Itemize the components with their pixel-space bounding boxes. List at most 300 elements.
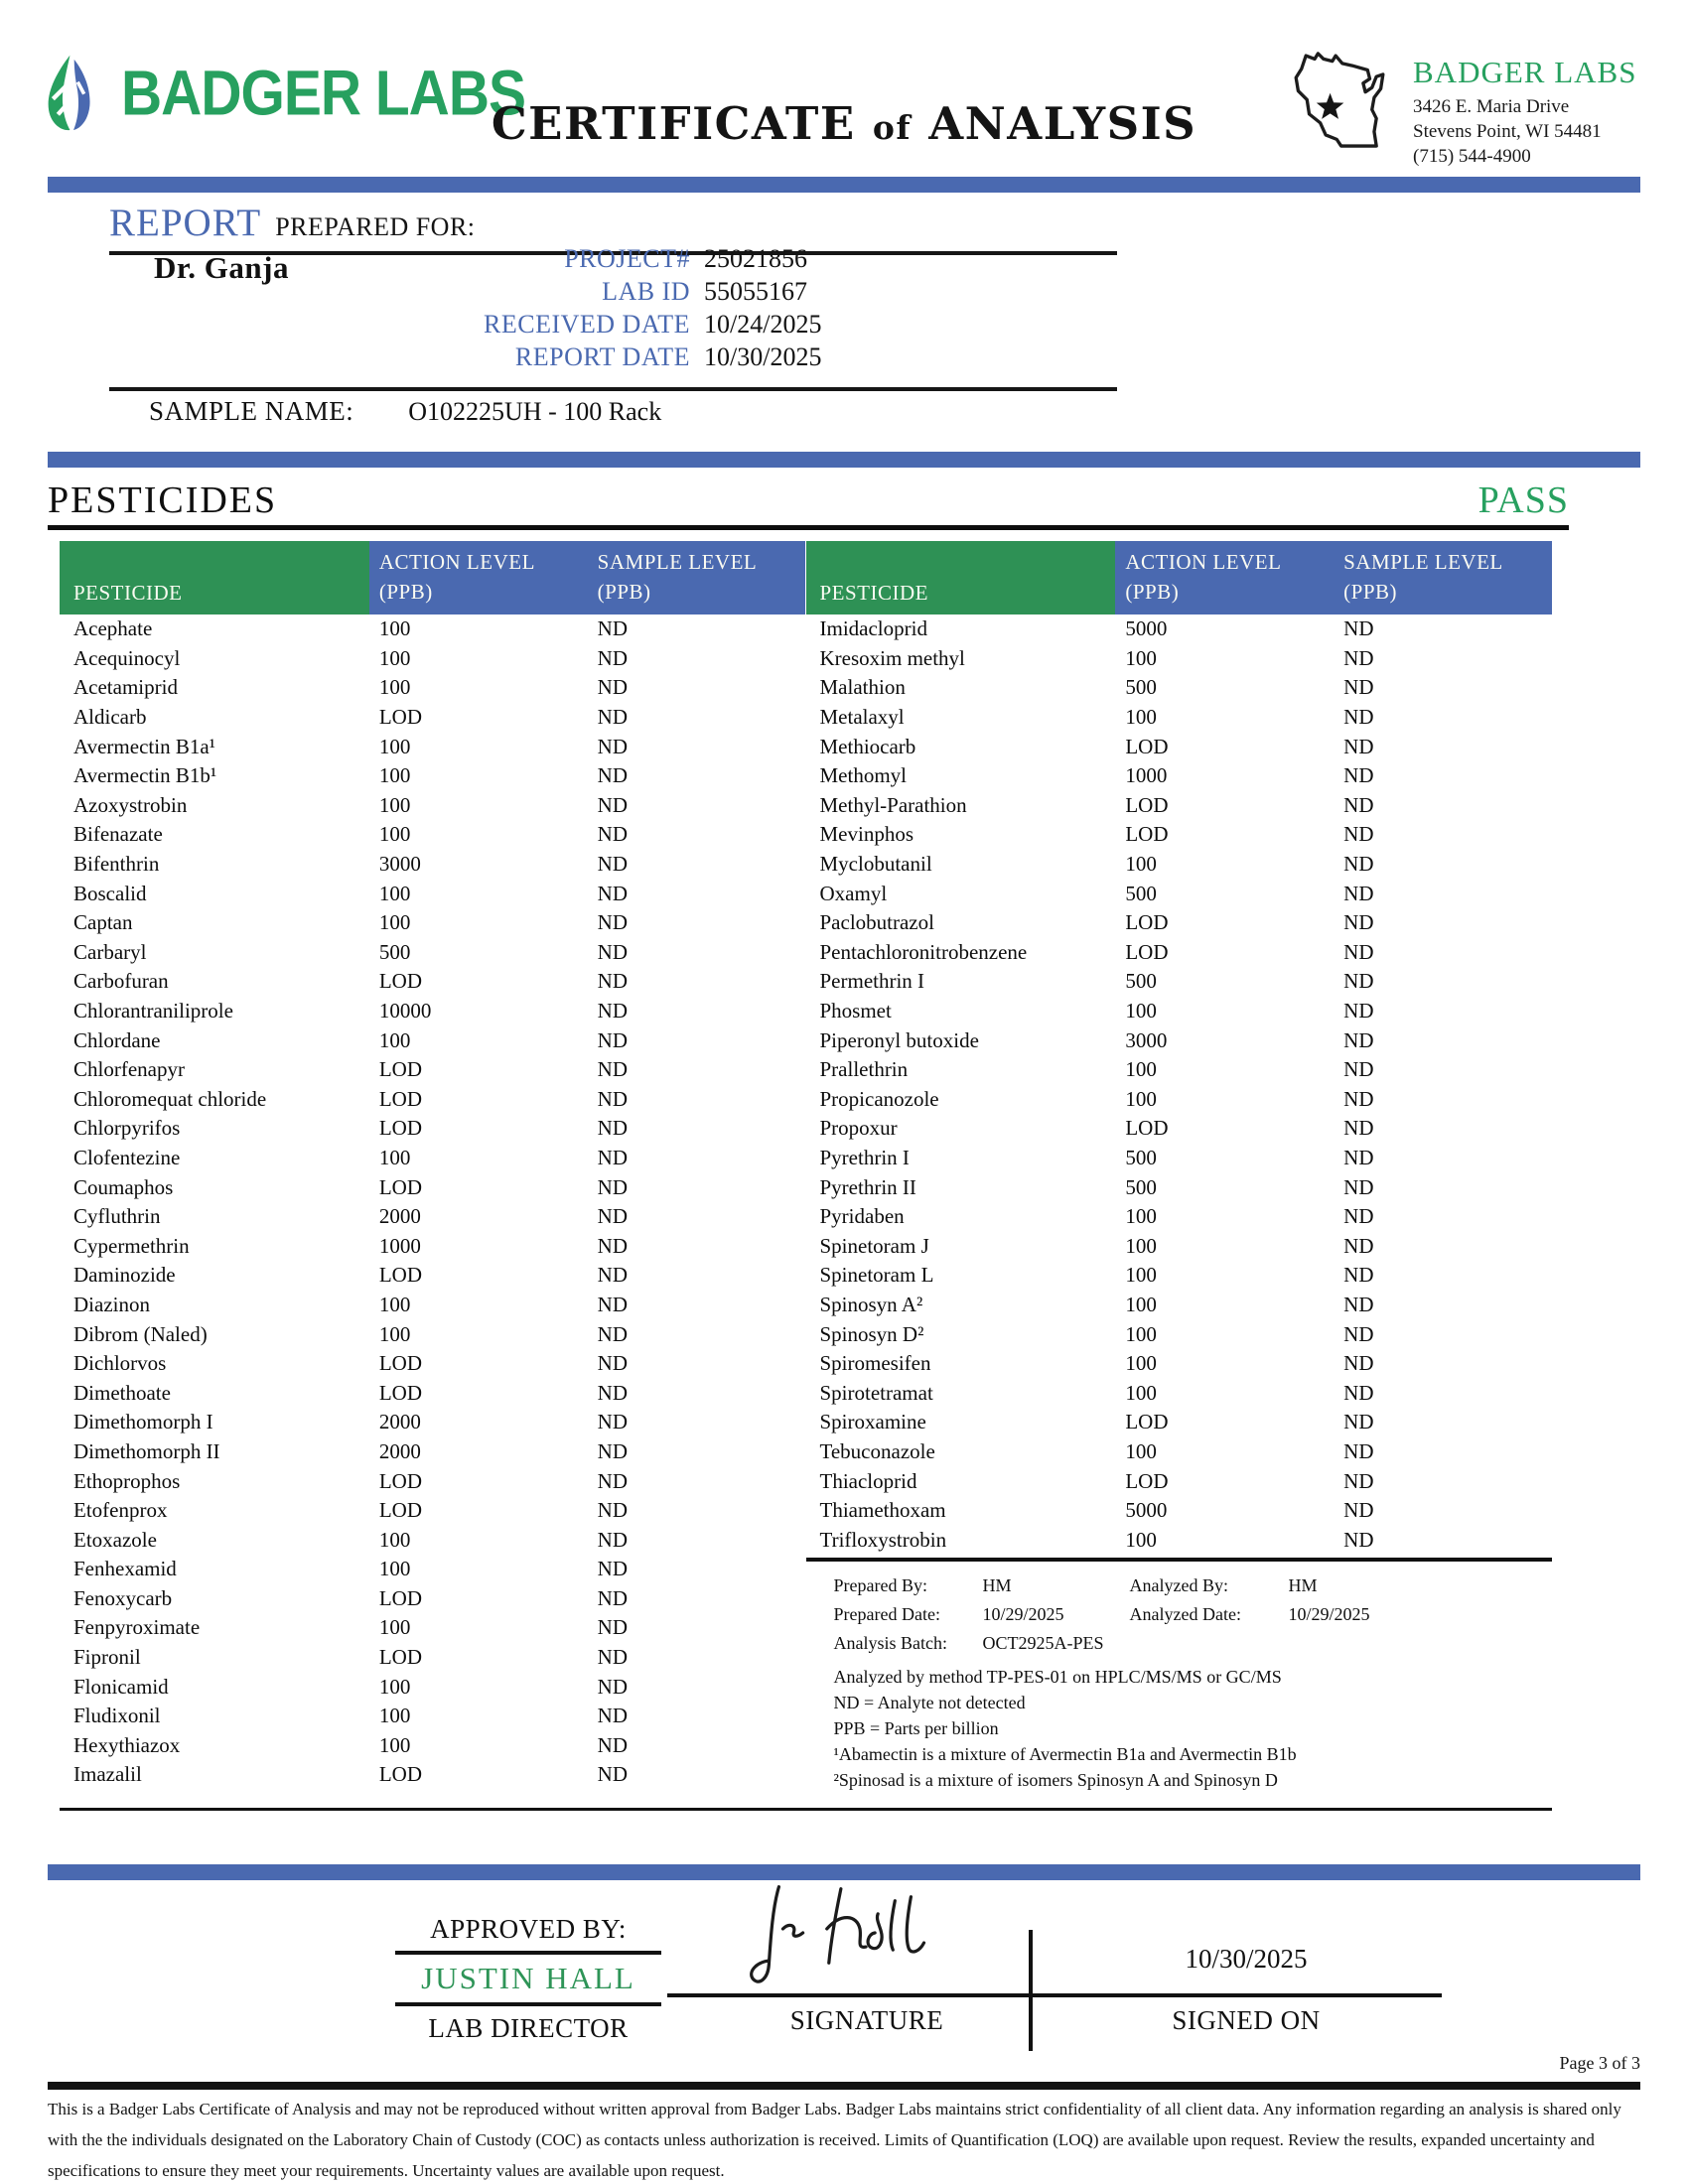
action-level-value: 5000 xyxy=(1125,616,1168,641)
sample-level-value: ND xyxy=(597,881,629,905)
action-level-value: 100 xyxy=(1125,1233,1157,1258)
table-row xyxy=(60,1731,806,1761)
pesticide-name: Dimethomorph II xyxy=(73,1438,220,1463)
table-row xyxy=(806,997,1553,1026)
pesticide-name: Spiroxamine xyxy=(819,1410,926,1434)
action-level-value: 500 xyxy=(1125,675,1157,700)
pesticide-name: Imazalil xyxy=(73,1762,142,1787)
pesticide-name: Dibrom (Naled) xyxy=(73,1321,208,1346)
title-word-analysis: ANALYSIS xyxy=(928,97,1197,150)
action-level-value: LOD xyxy=(378,1086,423,1111)
table-row xyxy=(60,614,806,644)
action-level-value: LOD xyxy=(1125,792,1169,817)
pesticide-name: Pyridaben xyxy=(819,1204,905,1229)
leaf-logo-icon xyxy=(42,52,105,135)
sample-level-value: ND xyxy=(597,852,629,877)
sample-level-value: ND xyxy=(1343,792,1374,817)
action-level-value: LOD xyxy=(378,1116,423,1141)
lab-address-block xyxy=(1413,45,1636,169)
prepared-by-value: HM xyxy=(982,1575,1012,1595)
report-field-value: 10/24/2025 xyxy=(704,310,822,339)
pesticide-name: Coumaphos xyxy=(73,1174,174,1199)
pesticide-name: Prallethrin xyxy=(819,1057,909,1082)
report-field-value: 10/30/2025 xyxy=(704,342,822,371)
table-row xyxy=(806,1055,1553,1085)
analyzed-by-value: HM xyxy=(1288,1575,1318,1595)
signed-on-label: SIGNED ON xyxy=(1172,2005,1321,2035)
action-level-value: 100 xyxy=(378,616,411,641)
sample-level-value: ND xyxy=(597,999,629,1024)
action-level-value: LOD xyxy=(378,705,423,730)
pesticide-name: Pyrethrin II xyxy=(819,1174,916,1199)
action-level-value: 100 xyxy=(378,1704,411,1728)
sample-level-value: ND xyxy=(1343,1145,1374,1169)
table-row xyxy=(60,703,806,733)
pesticide-name: Paclobutrazol xyxy=(819,910,934,935)
pesticide-name: Tebuconazole xyxy=(819,1438,935,1463)
action-level-value: 100 xyxy=(1125,1438,1157,1463)
action-level-value: 100 xyxy=(1125,1292,1157,1316)
sample-level-value: ND xyxy=(1343,1468,1374,1493)
action-level-value: 100 xyxy=(378,792,411,817)
pesticide-name: Myclobutanil xyxy=(819,852,932,877)
table-row xyxy=(60,1555,806,1584)
sample-level-value: ND xyxy=(1343,852,1374,877)
pesticide-name: Spinosyn A² xyxy=(819,1292,923,1316)
pesticide-name: Metalaxyl xyxy=(819,705,905,730)
pesticide-name: Imidacloprid xyxy=(819,616,927,641)
pesticide-name: Malathion xyxy=(819,675,906,700)
approved-by-line xyxy=(395,1951,661,1955)
pesticide-name: Methomyl xyxy=(819,763,907,788)
signature-line xyxy=(667,1993,1442,1997)
action-level-value: 100 xyxy=(378,910,411,935)
table-row xyxy=(806,850,1553,880)
pesticide-name: Chlorpyrifos xyxy=(73,1116,181,1141)
table-row xyxy=(806,732,1553,761)
table-row xyxy=(806,938,1553,968)
action-level-value: 500 xyxy=(1125,1174,1157,1199)
pesticide-name: Chlorantraniliprole xyxy=(73,999,233,1024)
action-level-value: 100 xyxy=(378,1527,411,1552)
sample-level-value: ND xyxy=(1343,616,1374,641)
action-level-value: 100 xyxy=(378,734,411,758)
pesticide-name: Dimethomorph I xyxy=(73,1410,213,1434)
table-row xyxy=(60,1613,806,1643)
analysis-note: ¹Abamectin is a mixture of Avermectin B1a and Avermectin B1b xyxy=(833,1743,1297,1764)
action-level-value: 100 xyxy=(378,1321,411,1346)
table-row xyxy=(60,820,806,850)
action-level-value: 3000 xyxy=(1125,1027,1168,1052)
column-header-sample-level xyxy=(1334,541,1552,614)
result-badge: PASS xyxy=(1477,479,1569,521)
pesticide-name: Pentachloronitrobenzene xyxy=(819,939,1028,964)
sample-level-value: ND xyxy=(597,675,629,700)
action-level-value: 2000 xyxy=(378,1410,421,1434)
action-level-value: LOD xyxy=(378,969,423,994)
lab-phone: (715) 544-4900 xyxy=(1413,146,1531,168)
pesticide-name: Clofentezine xyxy=(73,1145,181,1169)
prepared-for-label: PREPARED FOR: xyxy=(275,212,476,241)
table-row xyxy=(60,1349,806,1379)
table-row xyxy=(806,1114,1553,1144)
analyzed-date-label: Analyzed Date: xyxy=(1129,1604,1241,1624)
action-level-value: LOD xyxy=(378,1263,423,1288)
pesticide-name: Carbaryl xyxy=(73,939,147,964)
table-row xyxy=(60,879,806,908)
report-field-row xyxy=(298,242,1117,275)
action-level-value: 500 xyxy=(378,939,411,964)
prepared-date-label: Prepared Date: xyxy=(833,1604,940,1624)
lab-name: BADGER LABS xyxy=(1413,55,1637,89)
pesticide-name: Azoxystrobin xyxy=(73,792,188,817)
sample-level-value: ND xyxy=(1343,1321,1374,1346)
table-row xyxy=(806,791,1553,821)
sample-level-value: ND xyxy=(597,1086,629,1111)
table-row xyxy=(60,967,806,997)
pesticide-name: Propicanozole xyxy=(819,1086,939,1111)
report-field-label: LAB ID xyxy=(602,277,690,306)
action-level-value: 100 xyxy=(378,645,411,670)
analysis-batch-value: OCT2925A-PES xyxy=(982,1633,1104,1653)
action-level-value: 100 xyxy=(378,1292,411,1316)
table-row xyxy=(806,1025,1553,1055)
table-row xyxy=(806,761,1553,791)
table-row xyxy=(60,1055,806,1085)
pesticide-name: Bifenthrin xyxy=(73,852,160,877)
pesticide-name: Spinosyn D² xyxy=(819,1321,924,1346)
action-level-value: 100 xyxy=(378,1027,411,1052)
pesticide-name: Oxamyl xyxy=(819,881,888,905)
table-row xyxy=(60,644,806,674)
table-row xyxy=(806,908,1553,938)
footer-bar xyxy=(48,2082,1640,2090)
action-level-value: 1000 xyxy=(1125,763,1168,788)
table-row xyxy=(60,938,806,968)
table-row xyxy=(806,1231,1553,1261)
signed-on-date: 10/30/2025 xyxy=(1185,1944,1308,1974)
action-level-value: 100 xyxy=(378,1732,411,1757)
action-level-value: 100 xyxy=(378,1557,411,1581)
action-level-value: 100 xyxy=(1125,1057,1157,1082)
action-level-value: 100 xyxy=(1125,645,1157,670)
action-level-value: 100 xyxy=(378,1145,411,1169)
sample-level-value: ND xyxy=(1343,1174,1374,1199)
table-row xyxy=(806,1172,1553,1202)
pesticide-name: Fenhexamid xyxy=(73,1557,177,1581)
action-level-value: LOD xyxy=(1125,734,1169,758)
action-level-value: LOD xyxy=(1125,1410,1169,1434)
sample-level-value: ND xyxy=(597,1732,629,1757)
sample-level-value: ND xyxy=(597,939,629,964)
table-row xyxy=(806,1349,1553,1379)
action-level-value: LOD xyxy=(378,1351,423,1376)
table-row xyxy=(60,1261,806,1291)
report-fields xyxy=(298,242,1117,373)
sample-level-value: ND xyxy=(1343,1410,1374,1434)
pesticide-name: Spinetoram J xyxy=(819,1233,929,1258)
table-row xyxy=(60,761,806,791)
sample-level-value: ND xyxy=(597,1585,629,1610)
pesticide-name: Carbofuran xyxy=(73,969,169,994)
report-field-row xyxy=(298,308,1117,341)
client-name: Dr. Ganja xyxy=(154,250,289,285)
table-row xyxy=(60,1584,806,1614)
pesticide-name: Avermectin B1b¹ xyxy=(73,763,217,788)
table-row xyxy=(60,1702,806,1731)
pesticide-name: Diazinon xyxy=(73,1292,150,1316)
action-level-line1: ACTION LEVEL xyxy=(1125,550,1282,575)
sample-level-value: ND xyxy=(597,1263,629,1288)
sample-level-value: ND xyxy=(597,1204,629,1229)
action-level-value: LOD xyxy=(378,1380,423,1405)
action-level-value: LOD xyxy=(378,1585,423,1610)
action-level-value: LOD xyxy=(378,1174,423,1199)
analysis-note: Analyzed by method TP-PES-01 on HPLC/MS/MS or GC/MS xyxy=(833,1667,1282,1687)
action-level-value: 100 xyxy=(1125,1204,1157,1229)
disclaimer-text: This is a Badger Labs Certificate of Analysis and may not be reproduced without written approval from Badger Labs. Badger Labs maintains strict confidentiality of all client data. Any information regarding an analysis is shared only with the the individuals designated on the Laboratory Chain of Custody (COC) as contacts unless authorization is received. Limits of Quantification (LOQ) are available upon request. Review the results, expanded uncertainty and specifications to ensure they meet your requirements. Uncertainty values are available upon request. xyxy=(48,2100,1621,2180)
table-row xyxy=(60,1496,806,1526)
sample-level-value: ND xyxy=(597,1762,629,1787)
pesticide-name: Etoxazole xyxy=(73,1527,157,1552)
action-level-value: 100 xyxy=(1125,705,1157,730)
sample-level-value: ND xyxy=(597,1410,629,1434)
pesticides-section-heading xyxy=(48,478,1569,530)
table-row xyxy=(60,1085,806,1115)
action-level-value: LOD xyxy=(378,1762,423,1787)
action-level-value: 100 xyxy=(1125,1086,1157,1111)
sample-level-value: ND xyxy=(597,1645,629,1670)
pesticide-name: Piperonyl butoxide xyxy=(819,1027,979,1052)
table-row xyxy=(60,997,806,1026)
pesticide-name: Ethoprophos xyxy=(73,1468,181,1493)
pesticide-name: Thiacloprid xyxy=(819,1468,917,1493)
table-row xyxy=(60,1202,806,1232)
wisconsin-state-icon xyxy=(1284,45,1405,166)
action-level-value: 100 xyxy=(378,1615,411,1640)
table-row xyxy=(806,1085,1553,1115)
table-row xyxy=(806,820,1553,850)
column-header-action-level xyxy=(369,541,588,614)
column-header-pesticide: PESTICIDE xyxy=(806,541,1116,614)
divider-bar-middle xyxy=(48,452,1640,468)
analyzed-date-value: 10/29/2025 xyxy=(1288,1604,1370,1624)
sample-level-value: ND xyxy=(1343,645,1374,670)
sample-level-value: ND xyxy=(1343,1527,1374,1552)
sample-level-value: ND xyxy=(597,1057,629,1082)
pesticide-name: Chlorfenapyr xyxy=(73,1057,185,1082)
action-level-value: 500 xyxy=(1125,969,1157,994)
action-level-value: 10000 xyxy=(378,999,432,1024)
sample-level-value: ND xyxy=(597,910,629,935)
pesticide-name: Captan xyxy=(73,910,133,935)
table-row xyxy=(60,1408,806,1437)
sample-level-value: ND xyxy=(597,734,629,758)
action-level-value: LOD xyxy=(378,1057,423,1082)
signature-date-divider xyxy=(1029,1930,1033,2051)
table-row xyxy=(806,614,1553,644)
sample-level-value: ND xyxy=(1343,675,1374,700)
pesticide-name: Kresoxim methyl xyxy=(819,645,965,670)
sample-level-value: ND xyxy=(597,1351,629,1376)
table-row xyxy=(60,1172,806,1202)
lab-address xyxy=(1413,94,1636,169)
pesticide-name: Avermectin B1a¹ xyxy=(73,734,215,758)
page-number: Page 3 of 3 xyxy=(1559,2053,1640,2073)
table-header-left xyxy=(60,541,806,614)
sample-level-value: ND xyxy=(597,1321,629,1346)
sample-level-value: ND xyxy=(1343,1204,1374,1229)
address-line1: 3426 E. Maria Drive xyxy=(1413,96,1570,117)
table-row xyxy=(806,1437,1553,1467)
analysis-note: ²Spinosad is a mixture of isomers Spinosyn A and Spinosyn D xyxy=(833,1769,1278,1790)
pesticide-name: Spinetoram L xyxy=(819,1263,934,1288)
address-line2: Stevens Point, WI 54481 xyxy=(1413,121,1602,143)
pesticide-name: Aldicarb xyxy=(73,705,147,730)
sample-level-value: ND xyxy=(597,1438,629,1463)
pesticide-name: Daminozide xyxy=(73,1263,176,1288)
column-header-sample-level xyxy=(588,541,806,614)
sample-level-value: ND xyxy=(1343,1380,1374,1405)
divider-bar-top xyxy=(48,177,1640,193)
sample-level-value: ND xyxy=(597,1292,629,1316)
sample-level-value: ND xyxy=(1343,1027,1374,1052)
table-row xyxy=(60,1466,806,1496)
column-header-pesticide: PESTICIDE xyxy=(60,541,369,614)
action-level-value: 100 xyxy=(1125,1351,1157,1376)
action-level-value: 5000 xyxy=(1125,1498,1168,1523)
table-body-left xyxy=(60,614,806,1790)
pesticide-name: Thiamethoxam xyxy=(819,1498,946,1523)
pesticide-name: Acetamiprid xyxy=(73,675,178,700)
sample-level-value: ND xyxy=(1343,1351,1374,1376)
action-level-value: 3000 xyxy=(378,852,421,877)
sample-level-value: ND xyxy=(1343,939,1374,964)
table-row xyxy=(806,673,1553,703)
sample-level-value: ND xyxy=(597,705,629,730)
pesticide-name: Propoxur xyxy=(819,1116,898,1141)
table-row xyxy=(806,1261,1553,1291)
analysis-info-grid xyxy=(834,1575,1553,1654)
action-level-value: LOD xyxy=(378,1468,423,1493)
analyzed-by-label: Analyzed By: xyxy=(1129,1575,1228,1595)
sample-level-value: ND xyxy=(1343,1233,1374,1258)
pesticide-name: Spiromesifen xyxy=(819,1351,931,1376)
prepared-by-label: Prepared By: xyxy=(833,1575,927,1595)
sample-level-value: ND xyxy=(597,1116,629,1141)
pesticide-name: Acephate xyxy=(73,616,153,641)
pesticide-name: Cypermethrin xyxy=(73,1233,190,1258)
sample-level-value: ND xyxy=(1343,705,1374,730)
sample-level-value: ND xyxy=(597,1145,629,1169)
table-row xyxy=(806,1202,1553,1232)
table-body-right xyxy=(806,614,1553,1555)
approver-line xyxy=(395,2002,661,2006)
sample-level-value: ND xyxy=(597,1174,629,1199)
action-level-value: 100 xyxy=(1125,1527,1157,1552)
sample-level-value: ND xyxy=(1343,822,1374,847)
sample-level-value: ND xyxy=(597,1498,629,1523)
table-row xyxy=(60,1144,806,1173)
table-row xyxy=(60,850,806,880)
sample-level-value: ND xyxy=(597,969,629,994)
action-level-value: 100 xyxy=(1125,1321,1157,1346)
action-level-value: 1000 xyxy=(378,1233,421,1258)
sample-level-value: ND xyxy=(597,1380,629,1405)
action-level-value: LOD xyxy=(1125,910,1169,935)
analysis-note: ND = Analyte not detected xyxy=(833,1692,1026,1712)
sample-level-line1: SAMPLE LEVEL xyxy=(597,550,758,575)
approved-by-label: APPROVED BY: xyxy=(430,1914,627,1944)
report-field-label: REPORT DATE xyxy=(514,342,690,371)
table-row xyxy=(806,1408,1553,1437)
action-level-value: 100 xyxy=(1125,1380,1157,1405)
sample-level-value: ND xyxy=(1343,910,1374,935)
action-level-value: 2000 xyxy=(378,1438,421,1463)
table-row xyxy=(60,791,806,821)
analysis-batch-label: Analysis Batch: xyxy=(833,1633,947,1653)
table-header-right xyxy=(806,541,1553,614)
company-logo-text: BADGER LABS xyxy=(121,58,526,129)
approved-by-block xyxy=(395,1914,661,2044)
pesticide-name: Fipronil xyxy=(73,1645,141,1670)
action-level-value: 100 xyxy=(1125,852,1157,877)
table-bottom-line xyxy=(60,1808,1552,1811)
pesticide-name: Chloromequat chloride xyxy=(73,1086,267,1111)
action-level-value: 500 xyxy=(1125,1145,1157,1169)
pesticide-name: Acequinocyl xyxy=(73,645,181,670)
sample-level-value: ND xyxy=(597,1615,629,1640)
lab-contact-block xyxy=(1284,45,1636,169)
title-word-of: of xyxy=(872,108,913,147)
analysis-notes xyxy=(834,1665,1553,1794)
sample-level-value: ND xyxy=(597,1527,629,1552)
table-row xyxy=(60,1437,806,1467)
pesticides-table-left xyxy=(60,541,806,1794)
pesticide-name: Hexythiazox xyxy=(73,1732,181,1757)
action-level-value: 2000 xyxy=(378,1204,421,1229)
sample-level-value: ND xyxy=(1343,1292,1374,1316)
sample-level-value: ND xyxy=(1343,999,1374,1024)
action-level-line2: (PPB) xyxy=(378,580,433,605)
report-label: REPORT xyxy=(109,202,262,244)
table-row xyxy=(60,1319,806,1349)
table-row xyxy=(806,1525,1553,1555)
table-row xyxy=(806,1319,1553,1349)
table-row xyxy=(806,967,1553,997)
sample-level-value: ND xyxy=(597,792,629,817)
sample-level-value: ND xyxy=(1343,1438,1374,1463)
pesticide-name: Etofenprox xyxy=(73,1498,168,1523)
sample-level-value: ND xyxy=(597,645,629,670)
report-divider-line xyxy=(109,387,1117,391)
pesticides-table-right xyxy=(806,541,1553,1794)
analysis-info-block xyxy=(806,1562,1553,1794)
pesticide-name: Trifloxystrobin xyxy=(819,1527,947,1552)
sample-level-value: ND xyxy=(1343,881,1374,905)
sample-level-value: ND xyxy=(597,616,629,641)
approver-name: JUSTIN HALL xyxy=(421,1961,635,1995)
table-row xyxy=(60,1378,806,1408)
approver-title: LAB DIRECTOR xyxy=(428,2013,629,2043)
signature-label: SIGNATURE xyxy=(789,2005,944,2035)
sample-level-value: ND xyxy=(1343,763,1374,788)
pesticide-name: Fludixonil xyxy=(73,1704,161,1728)
table-row xyxy=(806,703,1553,733)
action-level-value: LOD xyxy=(1125,939,1169,964)
analysis-note: PPB = Parts per billion xyxy=(833,1717,999,1738)
table-row xyxy=(806,879,1553,908)
